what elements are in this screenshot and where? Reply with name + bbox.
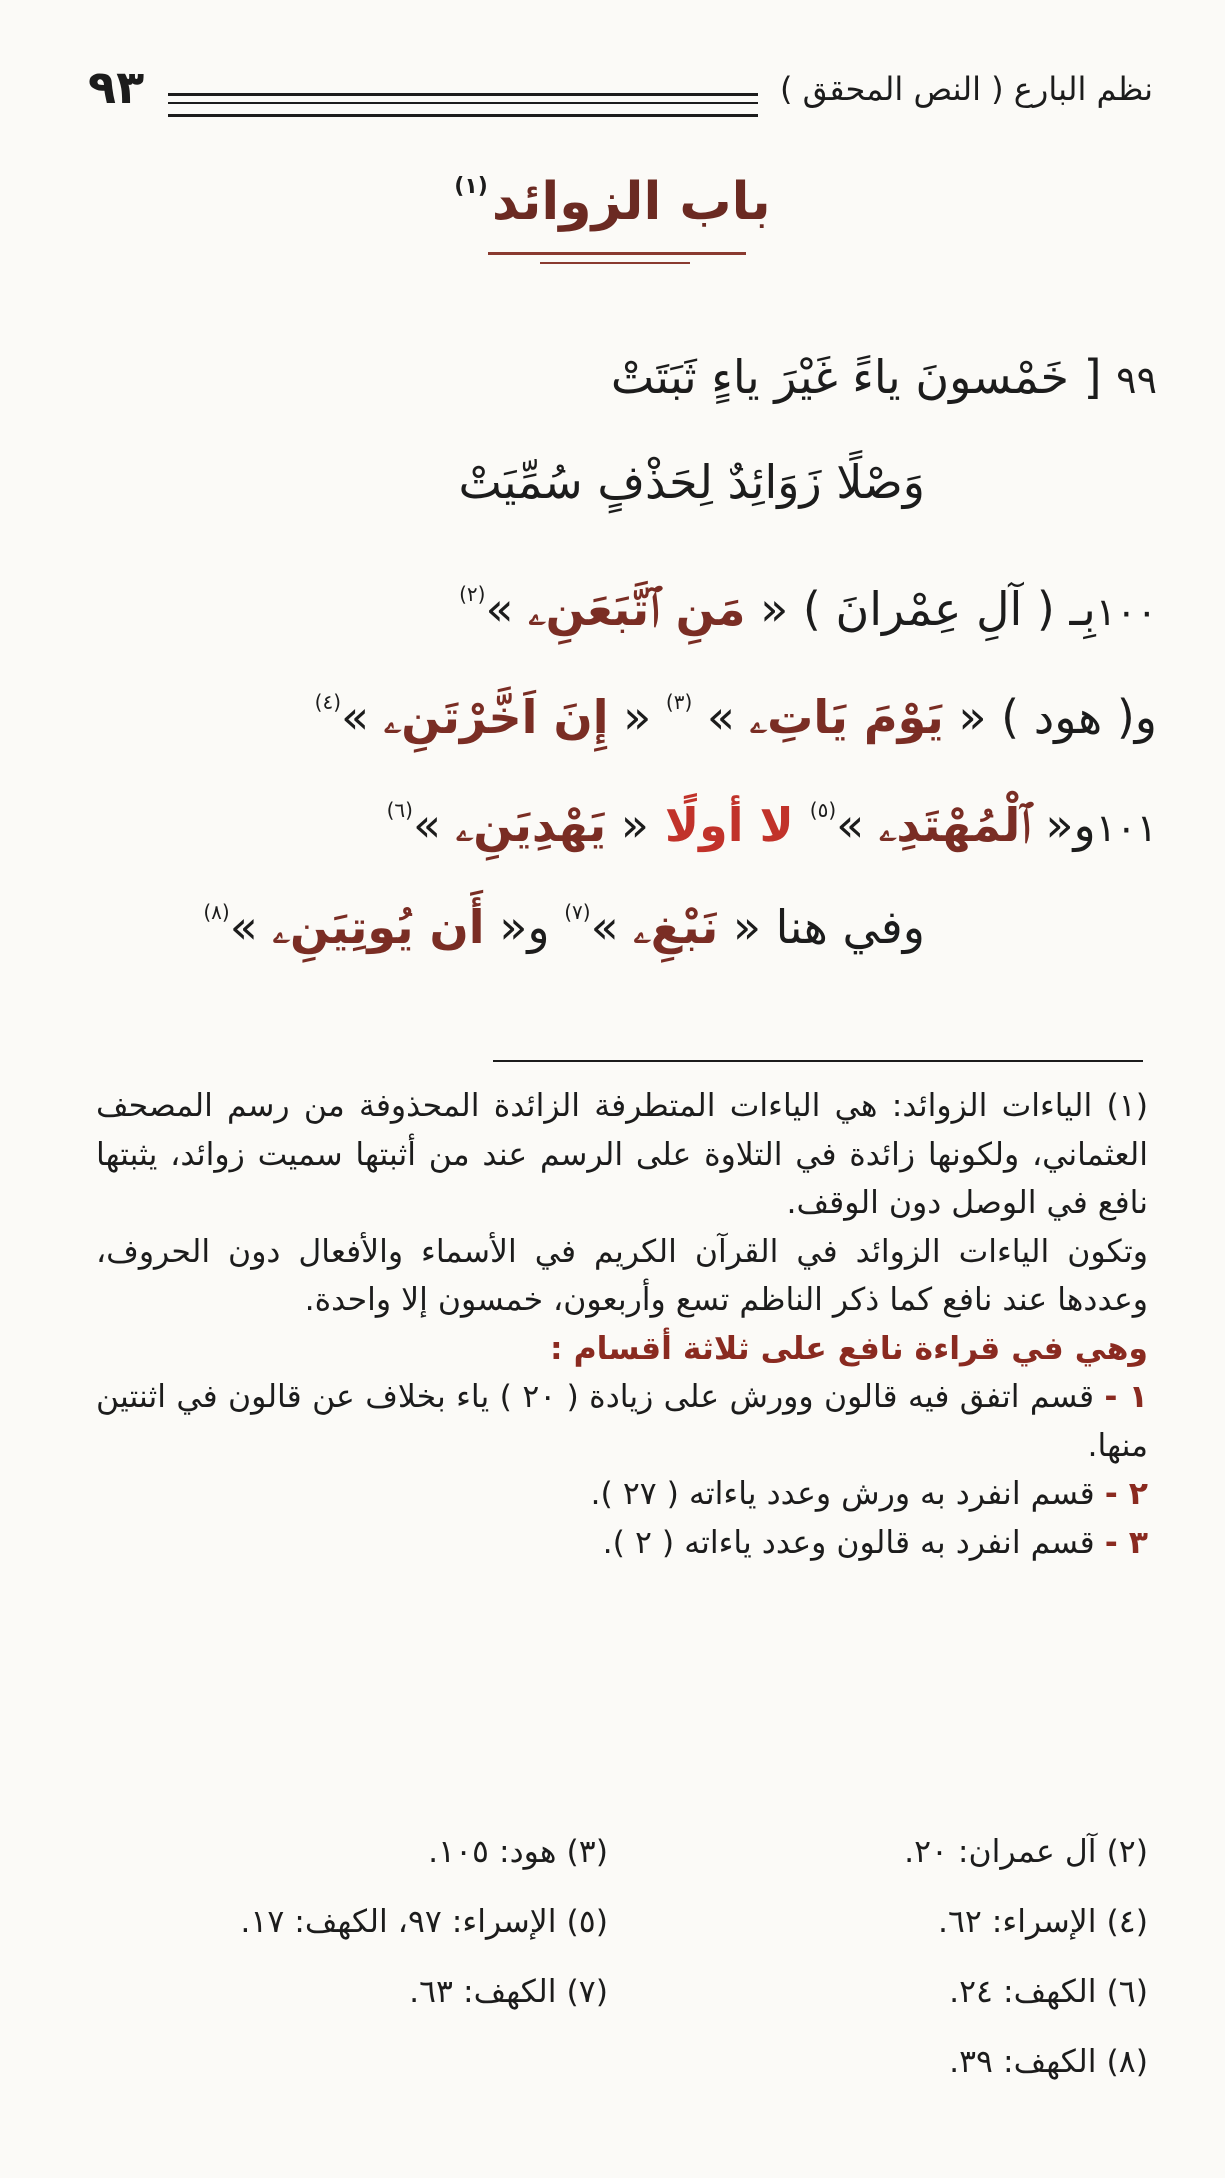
quote-close: » xyxy=(590,900,634,954)
verse-text: وفي هنا « xyxy=(718,900,925,954)
footnote-ref: (٣) هود: ١٠٥. xyxy=(428,1834,608,1870)
footnote-marker[interactable]: (٧) xyxy=(564,900,591,924)
list-text: قسم اتفق فيه قالون وورش على زيادة ( ٢٠ ) ياء بخلاف عن قالون في اثنتين منها. xyxy=(96,1379,1148,1464)
quote-open: و« xyxy=(484,900,565,954)
quranic-word: يَوْمَ يَاتِۦ xyxy=(749,690,944,744)
footnote-list-item xyxy=(96,1470,1148,1519)
quote-close: » xyxy=(341,690,384,744)
verse-text: بِـ ( آلِ عِمْرانَ ) « xyxy=(745,582,1096,636)
list-number: ١ - xyxy=(1104,1379,1148,1415)
footnotes xyxy=(96,1082,1148,1567)
ref-row xyxy=(96,2027,1148,2097)
chapter-title xyxy=(454,172,770,232)
header-rule xyxy=(168,93,758,117)
ref-row xyxy=(96,1817,1148,1887)
footnote-marker[interactable]: (٦) xyxy=(386,798,413,822)
verse-line xyxy=(203,900,925,956)
footnote-marker[interactable]: (١) xyxy=(454,174,488,199)
footnote-marker[interactable]: (٤) xyxy=(314,690,341,714)
footnote-marker[interactable]: (٣) xyxy=(665,690,693,714)
title-underline-short xyxy=(540,262,690,264)
verse-text: و( هود ) « xyxy=(943,690,1157,744)
quote-close: » xyxy=(412,798,456,852)
footnote-ref: (٢) آل عمران: ٢٠. xyxy=(904,1834,1148,1870)
highlighted-phrase: لا أولًا xyxy=(648,798,810,852)
ref-row xyxy=(96,1957,1148,2027)
chapter-heading xyxy=(0,172,1225,232)
verse-number: ٩٩ xyxy=(1116,358,1157,402)
verse-text: [ خَمْسونَ ياءً غَيْرَ ياءٍ ثَبَتَتْ xyxy=(610,350,1102,404)
page-number: ٩٣ xyxy=(88,60,145,114)
quote-open: « xyxy=(608,690,666,744)
verse-line xyxy=(459,582,1157,638)
quranic-word: يَهْدِيَنِۦ xyxy=(455,798,607,852)
quote-close: » xyxy=(485,582,529,636)
quranic-word: مَنِ ٱتَّبَعَنِۦ xyxy=(528,582,746,636)
list-number: ٣ - xyxy=(1104,1524,1148,1561)
verse-line xyxy=(459,455,925,509)
quote-close: » xyxy=(836,798,879,852)
quote-close: » xyxy=(229,900,273,954)
list-number: ٢ - xyxy=(1104,1476,1148,1512)
footnote-subheading: وهي في قراءة نافع على ثلاثة أقسام : xyxy=(550,1330,1148,1367)
verse-number: ١٠٠ xyxy=(1095,590,1157,634)
footnote-ref: (٧) الكهف: ٦٣. xyxy=(409,1974,608,2010)
quranic-word: إِنَ اَخَّرْتَنِۦ xyxy=(383,690,609,744)
footnote-ref: (٦) الكهف: ٢٤. xyxy=(949,1974,1148,2010)
footnote-ref: (٤) الإسراء: ٦٢. xyxy=(937,1904,1148,1940)
footnote-ref: (٨) الكهف: ٣٩. xyxy=(949,2044,1148,2080)
verse-line xyxy=(611,350,1157,404)
chapter-title-text: باب الزوائد xyxy=(491,172,771,232)
footnote-list-item xyxy=(96,1373,1148,1470)
footnote-marker[interactable]: (٥) xyxy=(809,798,837,822)
verse-text: و« xyxy=(1030,798,1096,852)
footnote-ref: (٥) الإسراء: ٩٧، الكهف: ١٧. xyxy=(240,1904,608,1940)
footnote-marker[interactable]: (٢) xyxy=(459,582,486,606)
title-underline xyxy=(488,252,746,255)
running-header-title: نظم البارع ( النص المحقق ) xyxy=(779,70,1153,108)
footnote-separator xyxy=(493,1060,1143,1062)
quranic-word: نَبْغِۦ xyxy=(633,900,719,954)
verse-line xyxy=(315,690,1157,746)
quranic-word: ٱلْمُهْتَدِۦ xyxy=(878,798,1031,852)
list-text: قسم انفرد به قالون وعدد ياءاته ( ٢ ). xyxy=(602,1524,1105,1561)
quranic-word: أَن يُوتِيَنِۦ xyxy=(272,900,485,954)
footnote-references xyxy=(96,1817,1148,2097)
footnote-list-item xyxy=(96,1519,1148,1568)
footnote-paragraph: (١) الياءات الزوائد: هي الياءات المتطرفة الزائدة المحذوفة من رسم المصحف العثماني، ولكونها زائدة في التلاوة على الرسم عند من أثبتها سميت زوائد، يثبتها نافع في الوصل دون الوقف. xyxy=(96,1088,1148,1221)
verse-text: وَصْلًا زَوَائِدٌ لِحَذْفٍ سُمِّيَتْ xyxy=(458,455,925,509)
verse-number: ١٠١ xyxy=(1095,806,1157,850)
verse-line xyxy=(387,798,1157,854)
footnote-paragraph: وتكون الياءات الزوائد في القرآن الكريم في الأسماء والأفعال دون الحروف، وعددها عند نافع كما ذكر الناظم تسع وأربعون، خمسون إلا واحدة. xyxy=(96,1233,1148,1318)
ref-row xyxy=(96,1887,1148,1957)
footnote-marker[interactable]: (٨) xyxy=(203,900,230,924)
quote-open: « xyxy=(606,798,649,852)
quote-close: » xyxy=(692,690,750,744)
list-text: قسم انفرد به ورش وعدد ياءاته ( ٢٧ ). xyxy=(590,1476,1105,1512)
